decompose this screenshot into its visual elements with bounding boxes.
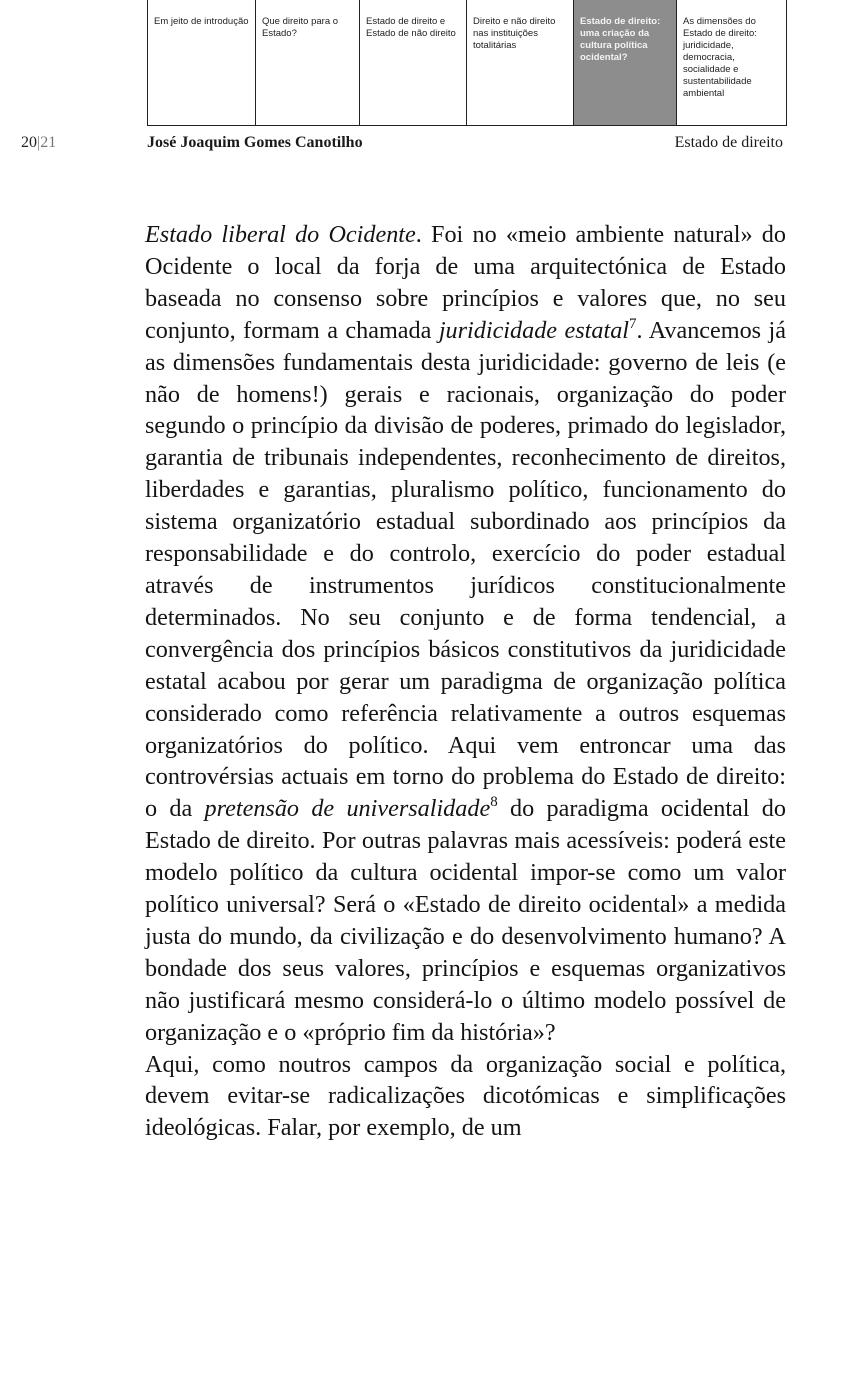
italic-phrase: Estado liberal do Ocidente <box>145 221 416 248</box>
nav-cell-instituicoes-totalitarias[interactable]: Direito e não direito nas instituições totalitárias <box>467 0 574 125</box>
page-number-right: 21 <box>40 134 57 151</box>
body-text <box>145 219 786 1144</box>
text-run: . Avancemos já as dimensões fundamentais desta juridicidade: governo de leis (e não de homens!) gerais e racionais, organização do poder segundo o princípio da divisão de poderes, primado do legislador, garantia de tribunais independentes, reconhecimento de direitos, liberdades e garantias, pluralismo político, funcionamento do sistema organizatório estadual subordinado aos princípios da responsabilidade e do controlo, exercício do poder estadual através de instrumentos jurídicos constitucionalmente determinados. No seu conjunto e de forma tendencial, a convergência dos princípios básicos constitutivos da juridicidade estatal acabou por gerar um paradigma de organização política considerado como referência relativamente a outros esquemas organizatórios do político. Aqui vem entroncar uma das controvérsias actuais em torno do problema do Estado de direito: o da <box>145 316 787 823</box>
page-number-left: 20 <box>21 134 37 151</box>
running-head <box>0 134 841 156</box>
nav-cell-cultura-ocidental[interactable]: Estado de direito: uma criação da cultura política ocidental? <box>574 0 677 125</box>
italic-term: pretensão de universalidade <box>204 795 491 823</box>
chapter-navigation-strip <box>147 0 787 126</box>
text-run: . Foi no «meio ambiente natural» do Ocidente o local da forja de uma arquitectónica de Estado baseada no consenso sobre princípios e valores que, no seu conjunto, formam a chamada <box>145 221 786 344</box>
footnote-marker[interactable]: 8 <box>490 794 498 811</box>
italic-term: juridicidade estatal <box>438 316 630 344</box>
nav-cell-que-direito[interactable]: Que direito para o Estado? <box>256 0 360 125</box>
page-separator: | <box>37 134 41 151</box>
page-numbers <box>21 134 56 152</box>
nav-cell-dimensoes[interactable]: As dimensões do Estado de direito: juridicidade, democracia, socialidade e sustentabilidade ambiental <box>683 16 757 99</box>
paragraph-2: Aqui, como noutros campos da organização social e política, devem evitar-se radicalizações dicotómicas e simplificações ideológicas. Falar, por exemplo, de um <box>145 1050 786 1142</box>
text-run: do paradigma ocidental do Estado de direito. Por outras palavras mais acessíveis: poderá este modelo político da cultura ocidental impor-se como um valor político universal? Será o «Estado de direito ocidental» a medida justa do mundo, da civilização e do desenvolvimento humano? A bondade dos seus valores, princípios e esquemas organizativos não justificará mesmo considerá-lo o último modelo possível de organização e o «próprio fim da história»? <box>145 795 786 1046</box>
nav-cell-estado-de-nao-direito[interactable]: Estado de direito e Estado de não direito <box>360 0 467 125</box>
nav-cell-intro[interactable]: Em jeito de introdução <box>148 0 256 125</box>
paragraph-1 <box>145 219 786 1049</box>
author-name: José Joaquim Gomes Canotilho <box>147 134 363 151</box>
footnote-marker[interactable]: 7 <box>629 315 637 332</box>
section-title: Estado de direito <box>674 134 783 151</box>
